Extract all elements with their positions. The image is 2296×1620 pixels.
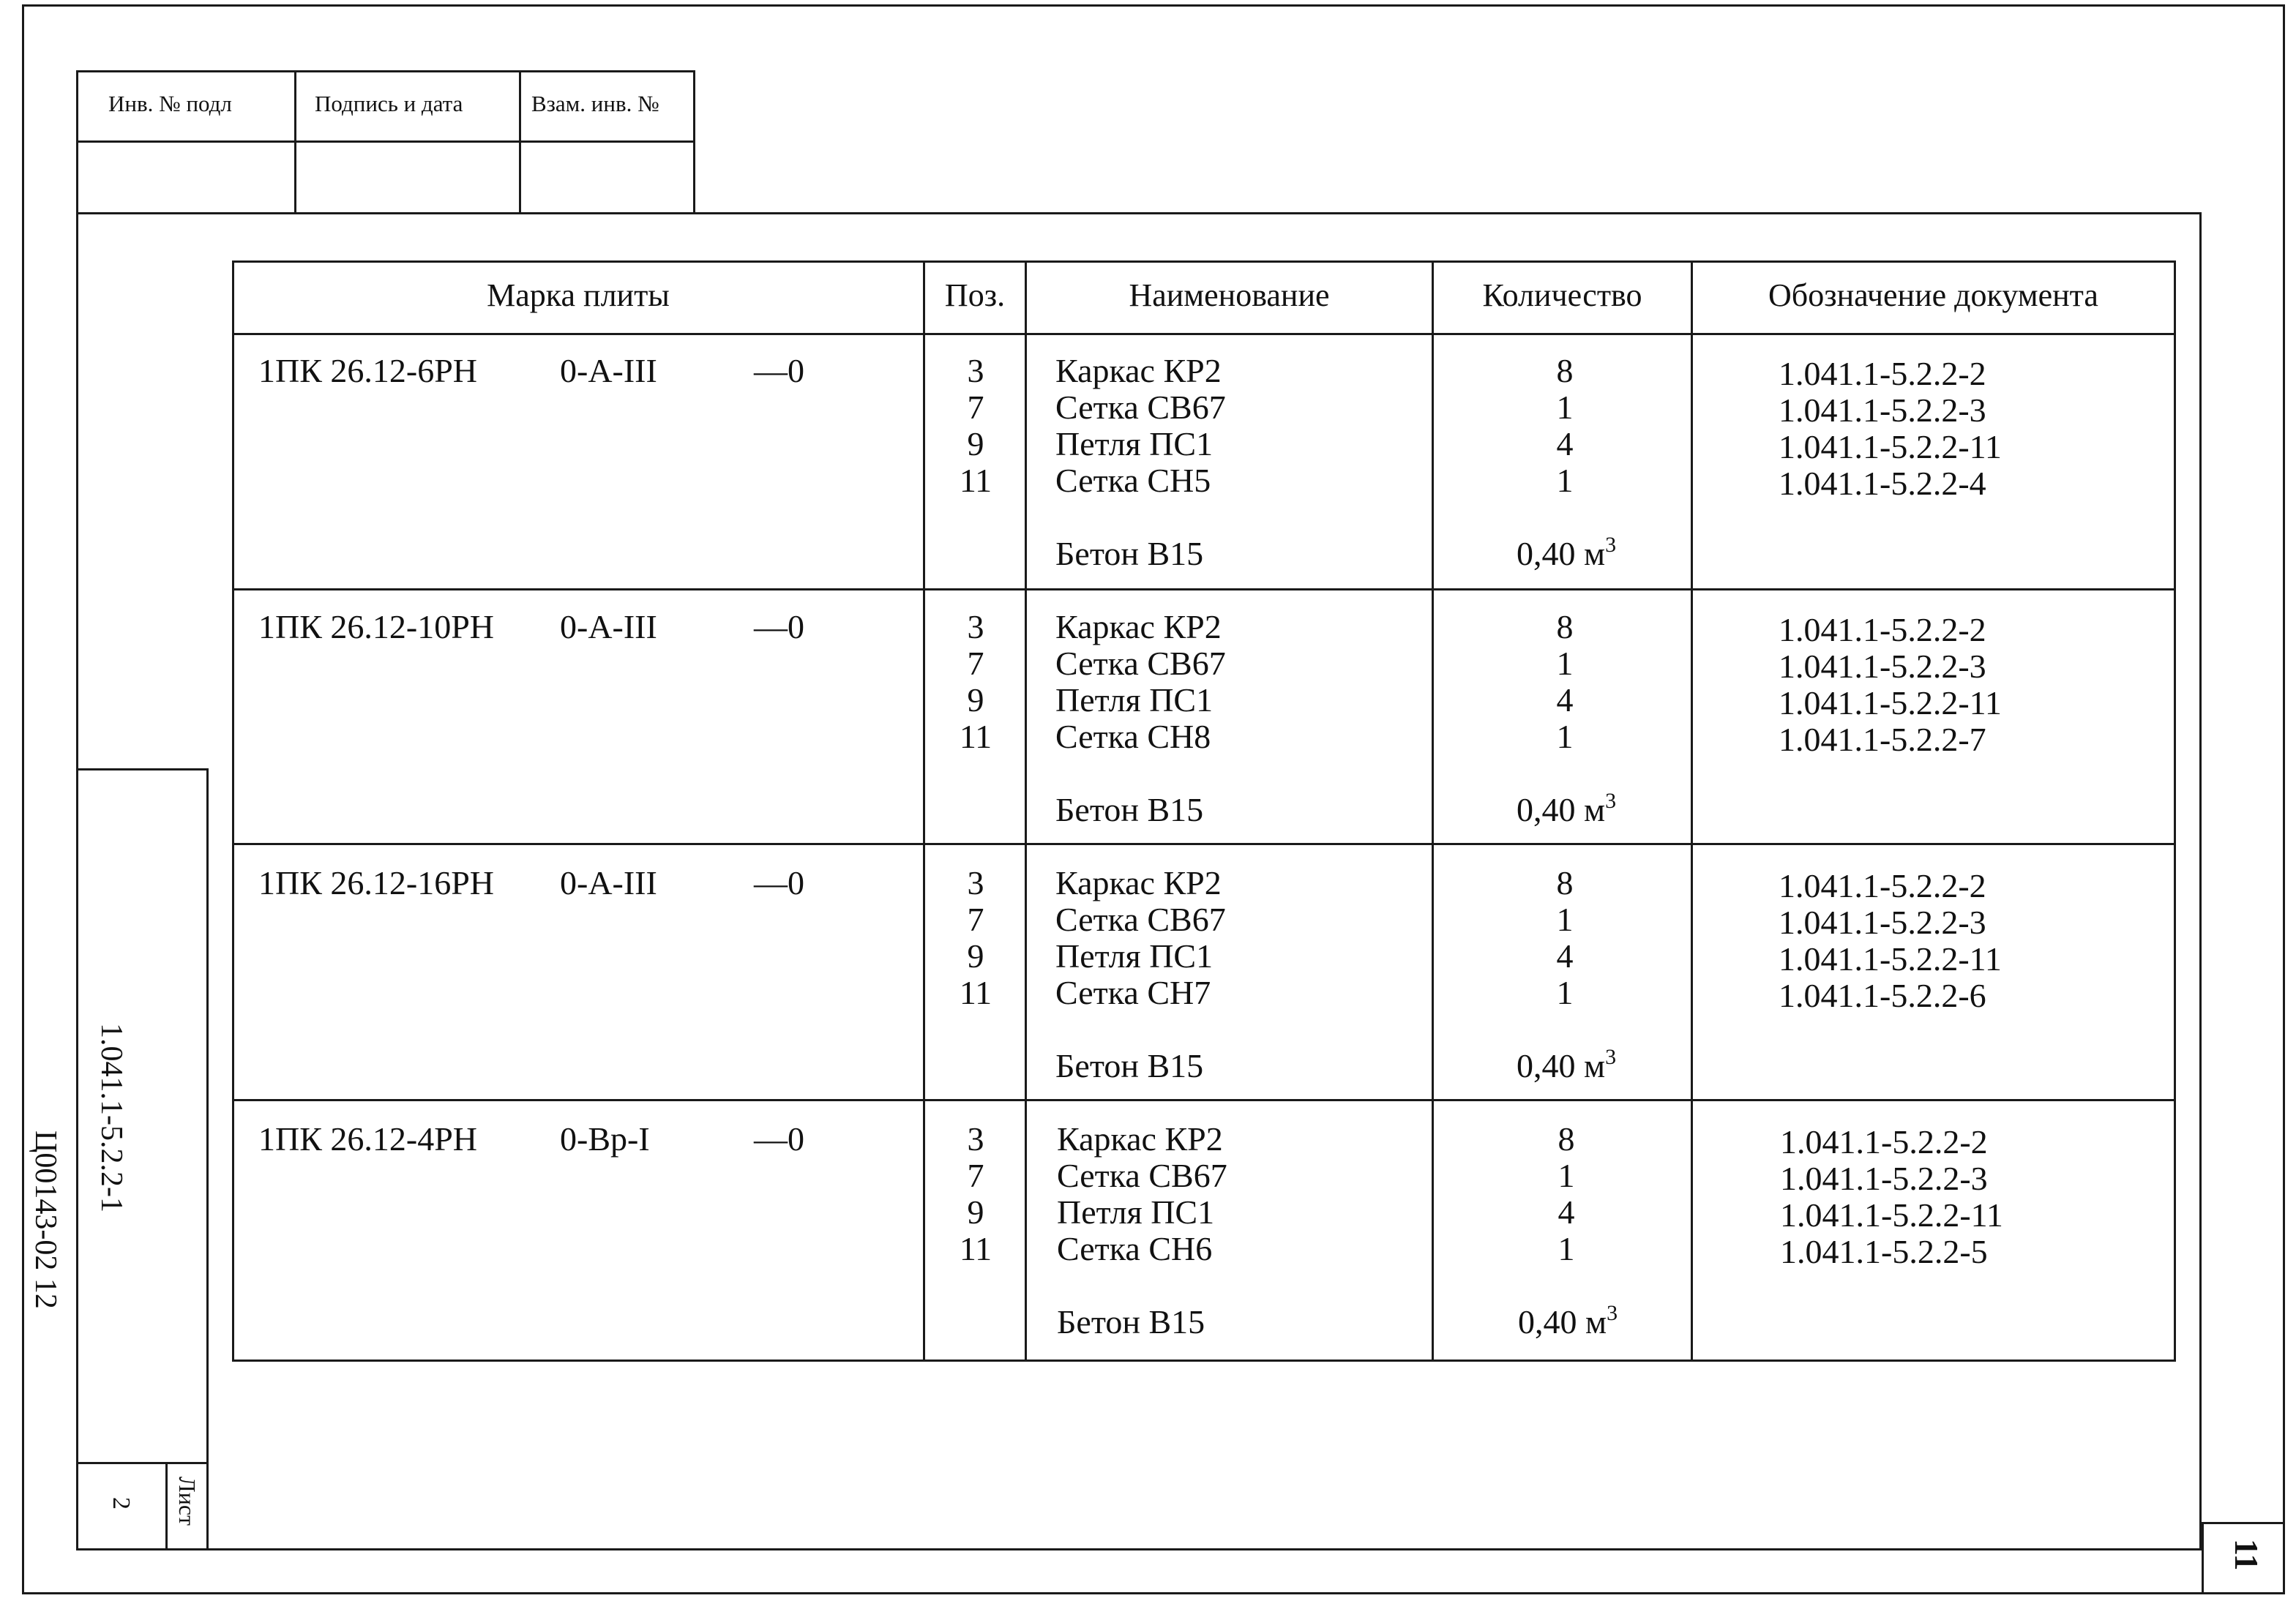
- item-name: Сетка СВ67: [1055, 645, 1226, 682]
- doc-code: 1.041.1-5.2.2-11: [1779, 428, 2002, 465]
- doc-code: 1.041.1-5.2.2-3: [1779, 904, 1986, 941]
- page-number: 11: [2228, 1539, 2265, 1571]
- pos-number: 7: [967, 901, 984, 938]
- plate-mark: 1ПК 26.12-16РН: [258, 864, 495, 901]
- pos-number: 7: [967, 645, 984, 682]
- item-qty: 4: [1558, 1193, 1575, 1231]
- pos-number: 11: [959, 974, 992, 1011]
- item-qty: 8: [1556, 864, 1574, 901]
- doc-code: 1.041.1-5.2.2-3: [1779, 391, 1986, 429]
- doc-code: 1.041.1-5.2.2-3: [1779, 648, 1986, 685]
- doc-code: 1.041.1-5.2.2-2: [1779, 867, 1986, 904]
- concrete-name: Бетон В15: [1055, 1047, 1204, 1084]
- doc-code: 1.041.1-5.2.2-11: [1779, 940, 2002, 978]
- archive-number: Ц00143-02 12: [29, 1130, 62, 1309]
- steel-class: 0-А-III: [560, 608, 657, 645]
- item-qty: 1: [1556, 718, 1574, 755]
- mark-suffix: —0: [754, 1120, 804, 1158]
- plate-mark: 1ПК 26.12-10РН: [258, 608, 495, 645]
- doc-code: 1.041.1-5.2.2-11: [1779, 684, 2002, 721]
- steel-class: 0-А-III: [560, 864, 657, 901]
- item-name: Петля ПС1: [1055, 425, 1214, 462]
- doc-code: 1.041.1-5.2.2-6: [1779, 977, 1986, 1014]
- concrete-volume: 0,40 $м^3$: [1518, 1300, 1618, 1340]
- item-name: Каркас КР2: [1055, 352, 1222, 389]
- pos-number: 3: [967, 608, 984, 645]
- item-qty: 1: [1556, 901, 1574, 938]
- doc-code: 1.041.1-5.2.2-2: [1779, 355, 1986, 392]
- doc-code: 1.041.1-5.2.2-3: [1780, 1160, 1988, 1197]
- pos-number: 9: [967, 1193, 984, 1231]
- vzam-inv-label: Взам. инв. №: [531, 91, 659, 116]
- doc-code: 1.041.1-5.2.2-5: [1780, 1233, 1988, 1270]
- pos-number: 9: [967, 681, 984, 719]
- item-name: Сетка СН5: [1055, 462, 1211, 499]
- item-name: Сетка СВ67: [1057, 1157, 1227, 1194]
- concrete-volume: 0,40 $м^3$: [1517, 532, 1617, 572]
- pos-number: 11: [959, 718, 992, 755]
- item-name: Каркас КР2: [1055, 608, 1222, 645]
- plate-mark: 1ПК 26.12-6РН: [258, 352, 478, 389]
- item-qty: 8: [1556, 608, 1574, 645]
- steel-class: 0-Вр-I: [560, 1120, 650, 1158]
- sheet-number: 2: [108, 1497, 135, 1510]
- item-name: Сетка СН8: [1055, 718, 1211, 755]
- concrete-volume: 0,40 $м^3$: [1517, 788, 1617, 828]
- pos-number: 7: [967, 1157, 984, 1194]
- item-qty: 4: [1556, 937, 1574, 975]
- inv-no-label: Инв. № подл: [108, 91, 232, 116]
- sheet-label: Лист: [174, 1477, 201, 1526]
- header-mark: Марка плиты: [487, 277, 670, 313]
- header-doc: Обозначение документа: [1768, 277, 2098, 313]
- doc-code: 1.041.1-5.2.2-2: [1779, 611, 1986, 648]
- concrete-name: Бетон В15: [1057, 1303, 1205, 1340]
- pos-number: 3: [967, 1120, 984, 1158]
- header-pos: Поз.: [944, 277, 1006, 313]
- item-name: Сетка СВ67: [1055, 901, 1226, 938]
- item-qty: 1: [1556, 645, 1574, 682]
- header-qty: Количество: [1482, 277, 1642, 313]
- doc-code: 1.041.1-5.2.2-4: [1779, 465, 1986, 502]
- doc-code: 1.041.1-5.2.2-11: [1780, 1196, 2003, 1234]
- mark-suffix: —0: [754, 864, 804, 901]
- concrete-name: Бетон В15: [1055, 791, 1204, 828]
- header-name: Наименование: [1129, 277, 1330, 313]
- mark-suffix: —0: [754, 608, 804, 645]
- item-qty: 1: [1558, 1230, 1575, 1267]
- item-qty: 4: [1556, 681, 1574, 719]
- pos-number: 11: [959, 1230, 992, 1267]
- item-name: Каркас КР2: [1057, 1120, 1223, 1158]
- pos-number: 3: [967, 864, 984, 901]
- item-name: Сетка СН7: [1055, 974, 1211, 1011]
- item-qty: 1: [1556, 974, 1574, 1011]
- item-name: Петля ПС1: [1055, 681, 1214, 719]
- item-qty: 8: [1556, 352, 1574, 389]
- item-qty: 1: [1558, 1157, 1575, 1194]
- side-doc-code: 1.041.1-5.2.2-1: [94, 1023, 128, 1212]
- doc-code: 1.041.1-5.2.2-7: [1779, 721, 1986, 758]
- pos-number: 7: [967, 389, 984, 426]
- item-name: Петля ПС1: [1055, 937, 1214, 975]
- concrete-volume: 0,40 $м^3$: [1517, 1044, 1617, 1084]
- item-qty: 1: [1556, 389, 1574, 426]
- item-name: Сетка СН6: [1057, 1230, 1213, 1267]
- item-qty: 8: [1558, 1120, 1575, 1158]
- pos-number: 9: [967, 425, 984, 462]
- sign-date-label: Подпись и дата: [315, 91, 463, 116]
- item-qty: 4: [1556, 425, 1574, 462]
- steel-class: 0-А-III: [560, 352, 657, 389]
- item-name: Сетка СВ67: [1055, 389, 1226, 426]
- pos-number: 9: [967, 937, 984, 975]
- pos-number: 11: [959, 462, 992, 499]
- item-name: Каркас КР2: [1055, 864, 1222, 901]
- doc-code: 1.041.1-5.2.2-2: [1780, 1123, 1988, 1160]
- plate-mark: 1ПК 26.12-4РН: [258, 1120, 478, 1158]
- concrete-name: Бетон В15: [1055, 535, 1204, 572]
- item-name: Петля ПС1: [1057, 1193, 1215, 1231]
- mark-suffix: —0: [754, 352, 804, 389]
- pos-number: 3: [967, 352, 984, 389]
- item-qty: 1: [1556, 462, 1574, 499]
